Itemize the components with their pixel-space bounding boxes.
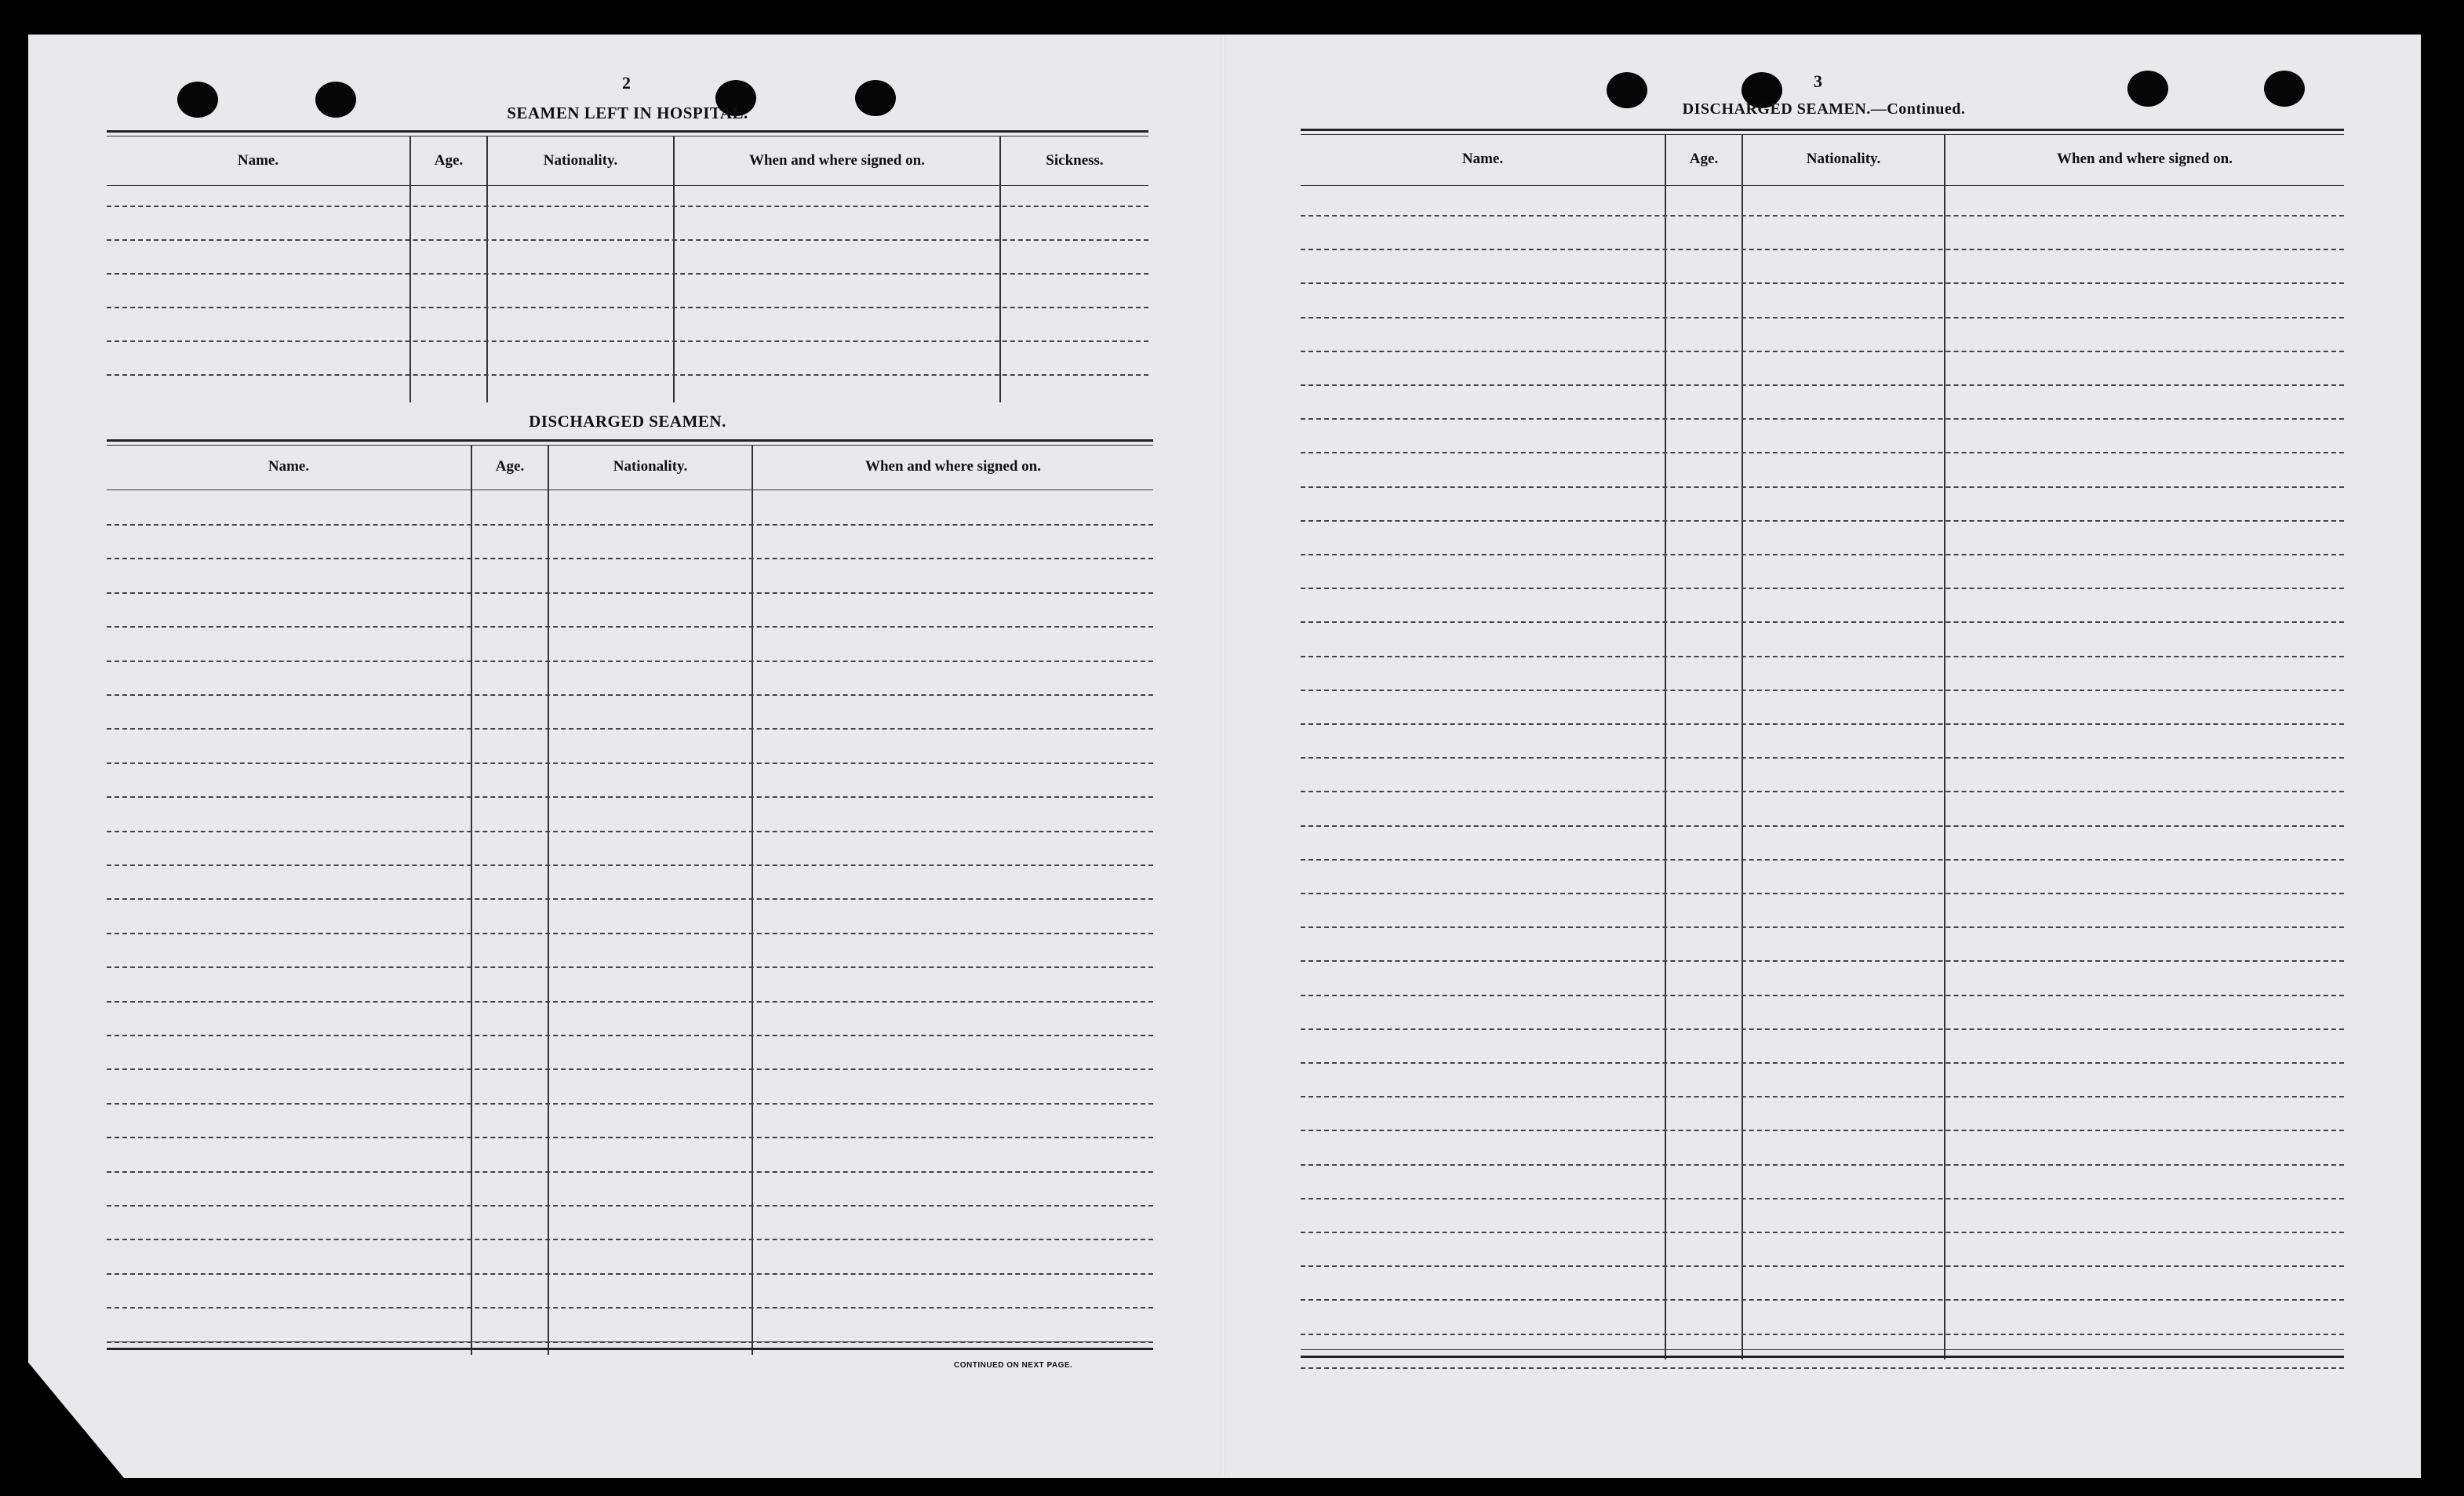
table-row: [107, 1068, 1153, 1070]
table-row: [107, 273, 1148, 275]
table-row: [1301, 723, 2344, 725]
table-row: [107, 524, 1153, 526]
page-number: 2: [622, 73, 631, 93]
table-row: [1301, 1096, 2344, 1097]
table-row: [1301, 1265, 2344, 1267]
table-row: [1301, 418, 2344, 420]
col-header-signed-on: When and where signed on.: [2056, 151, 2233, 167]
table-row: [107, 374, 1148, 376]
table-row: [107, 1307, 1153, 1309]
punch-hole: [177, 82, 218, 118]
discharged-table: [107, 439, 1153, 1354]
table-row: [1301, 1028, 2344, 1030]
col-header-age: Age.: [495, 458, 525, 475]
table-row: [1301, 520, 2344, 522]
table-row: [1301, 351, 2344, 352]
table-row: [107, 206, 1148, 207]
table-row: [1301, 621, 2344, 623]
table-row: [1301, 282, 2344, 284]
table-row: [107, 1035, 1153, 1036]
col-header-signed-on: When and where signed on.: [864, 458, 1041, 475]
col-header-nationality: Nationality.: [613, 458, 688, 475]
punch-hole: [2264, 71, 2305, 107]
page-number: 3: [1814, 71, 1822, 91]
table-row: [1301, 656, 2344, 657]
table-row: [1301, 1232, 2344, 1233]
table-row: [107, 307, 1148, 308]
table-row: [1301, 757, 2344, 759]
table-row: [1301, 554, 2344, 555]
continued-title: DISCHARGED SEAMEN.—Continued.: [1682, 100, 1966, 118]
table-row: [107, 898, 1153, 900]
table-row: [1301, 893, 2344, 894]
table-row: [107, 1205, 1153, 1207]
table-row: [1301, 249, 2344, 250]
table-row: [1301, 486, 2344, 488]
table-row: [107, 661, 1153, 662]
col-header-name: Name.: [1461, 151, 1504, 167]
punch-hole: [2127, 71, 2168, 107]
col-header-signed-on: When and where signed on.: [748, 152, 925, 169]
table-row: [1301, 825, 2344, 827]
table-row: [1301, 215, 2344, 217]
col-header-name: Name.: [237, 152, 279, 169]
table-row: [1301, 859, 2344, 861]
table-row: [107, 864, 1153, 866]
table-row: [107, 1239, 1153, 1240]
table-row: [107, 558, 1153, 559]
table-row: [1301, 926, 2344, 928]
table-row: [1301, 1198, 2344, 1199]
table-row: [107, 831, 1153, 832]
table-row: [1301, 1367, 2344, 1369]
punch-hole: [855, 80, 896, 116]
table-row: [107, 796, 1153, 798]
table-row: [1301, 1164, 2344, 1166]
col-header-age: Age.: [434, 152, 464, 169]
table-row: [107, 694, 1153, 696]
table-row: [107, 1273, 1153, 1275]
table-row: [1301, 960, 2344, 962]
table-row: [107, 239, 1148, 241]
col-header-sickness: Sickness.: [1046, 152, 1104, 169]
table-row: [1301, 588, 2344, 589]
table-row: [107, 626, 1153, 628]
continued-note: CONTINUED ON NEXT PAGE.: [954, 1361, 1073, 1370]
table-row: [107, 933, 1153, 934]
table-row: [107, 1171, 1153, 1173]
col-header-name: Name.: [268, 458, 310, 475]
section-title-hospital: SEAMEN LEFT IN HOSPITAL.: [507, 104, 748, 122]
punch-hole: [315, 82, 356, 118]
table-row: [1301, 384, 2344, 386]
table-row: [1301, 791, 2344, 792]
table-row: [1301, 995, 2344, 996]
table-row: [107, 763, 1153, 764]
table-row: [1301, 317, 2344, 318]
page-fold: [1221, 35, 1225, 1478]
table-row: [107, 340, 1148, 342]
section-title-discharged-continued: [1616, 100, 2032, 118]
table-row: [1301, 1062, 2344, 1064]
table-row: [107, 966, 1153, 968]
table-row: [1301, 1334, 2344, 1335]
table-row: [107, 592, 1153, 594]
table-row: [107, 1137, 1153, 1138]
table-row: [1301, 690, 2344, 691]
col-header-nationality: Nationality.: [1806, 151, 1881, 167]
table-row: [1301, 1299, 2344, 1301]
table-row: [1301, 452, 2344, 453]
table-row: [107, 1001, 1153, 1003]
section-title-discharged: DISCHARGED SEAMEN.: [529, 412, 726, 431]
table-row: [107, 728, 1153, 730]
col-header-age: Age.: [1689, 151, 1719, 167]
discharged-continued-table: [1301, 129, 2344, 1360]
col-header-nationality: Nationality.: [543, 152, 618, 169]
table-row: [1301, 1130, 2344, 1131]
hospital-table: [107, 130, 1148, 405]
table-row: [107, 1103, 1153, 1105]
